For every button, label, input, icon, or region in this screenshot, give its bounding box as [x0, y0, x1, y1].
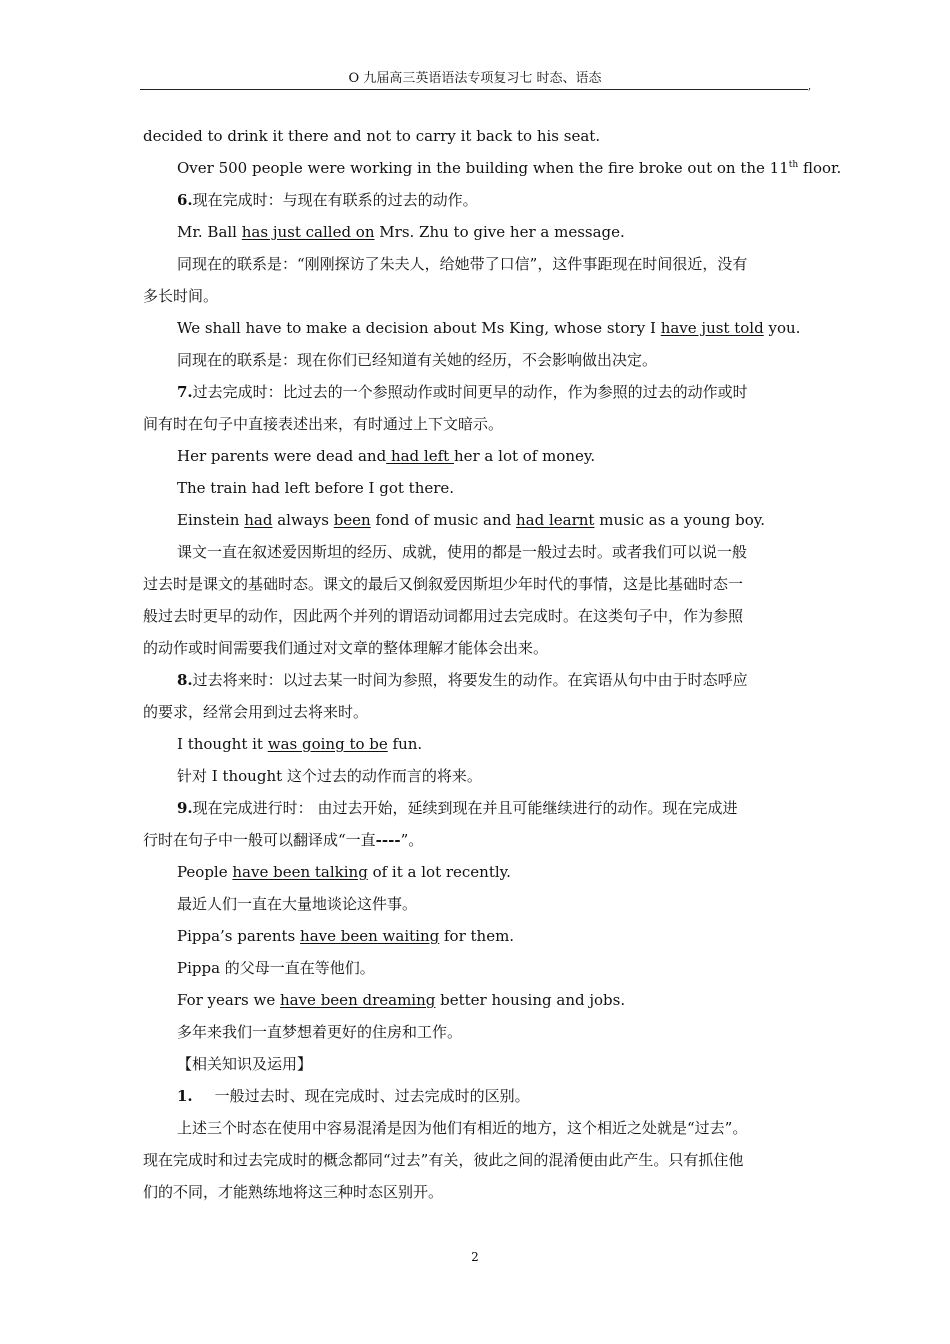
translation-line: Pippa 的父母一直在等他们。	[177, 959, 375, 977]
document-body	[143, 124, 842, 1212]
header-rule	[140, 89, 808, 90]
explanation-line: 的要求，经常会用到过去将来时。	[143, 703, 369, 721]
page-number: 2	[471, 1250, 479, 1264]
example-sentence: People have been talking of it a lot recently.	[177, 863, 511, 881]
section-heading-8: 8.过去将来时：以过去某一时间为参照，将要发生的动作。在宾语从句中由于时态呼应	[177, 671, 748, 689]
translation-line: 最近人们一直在大量地谈论这件事。	[177, 895, 418, 913]
example-sentence: Over 500 people were working in the building when the fire broke out on the 11th floor.	[177, 159, 842, 177]
example-sentence: Her parents were dead and had left her a lot of money.	[177, 447, 596, 465]
example-sentence: Einstein had always been fond of music and had learnt music as a young boy.	[177, 511, 765, 529]
example-sentence: Pippa’s parents have been waiting for them.	[177, 927, 515, 945]
explanation-line: 现在完成时和过去完成时的概念都同“过去”有关，彼此之间的混淆便由此产生。只有抓住他	[143, 1151, 744, 1169]
example-sentence: Mr. Ball has just called on Mrs. Zhu to give her a message.	[177, 223, 625, 241]
explanation-line: 多长时间。	[143, 287, 219, 305]
explanation-line: 课文一直在叙述爱因斯坦的经历、成就，使用的都是一般过去时。或者我们可以说一般	[177, 543, 748, 561]
explanation-line: 过去时是课文的基础时态。课文的最后又倒叙爱因斯坦少年时代的事情，这是比基础时态一	[143, 575, 744, 593]
text-line: decided to drink it there and not to carry it back to his seat.	[143, 127, 601, 145]
explanation-line: 般过去时更早的动作，因此两个并列的谓语动词都用过去完成时。在这类句子中，作为参照	[143, 607, 744, 625]
explanation-line: 间有时在句子中直接表述出来，有时通过上下文暗示。	[143, 415, 504, 433]
translation-line: 多年来我们一直梦想着更好的住房和工作。	[177, 1023, 463, 1041]
example-sentence: The train had left before I got there.	[177, 479, 455, 497]
explanation-line: 们的不同，才能熟练地将这三种时态区别开。	[143, 1183, 444, 1201]
explanation-line: 同现在的联系是：现在你们已经知道有关她的经历，不会影响做出决定。	[177, 351, 658, 369]
explanation-line: 同现在的联系是：“刚刚探访了朱夫人，给她带了口信”，这件事距现在时间很近，没有	[177, 255, 748, 273]
numbered-item-1: 1. 一般过去时、现在完成时、过去完成时的区别。	[177, 1087, 530, 1105]
section-heading-6: 6.现在完成时：与现在有联系的过去的动作。	[177, 191, 478, 209]
section-heading-9: 9.现在完成进行时： 由过去开始，延续到现在并且可能继续进行的动作。现在完成进	[177, 799, 738, 817]
example-sentence: We shall have to make a decision about Ms King, whose story I have just told you.	[177, 319, 801, 337]
explanation-line: 针对 I thought 这个过去的动作而言的将来。	[177, 767, 482, 785]
explanation-line: 上述三个时态在使用中容易混淆是因为他们有相近的地方，这个相近之处就是“过去”。	[177, 1119, 748, 1137]
section-heading-related: 【相关知识及运用】	[177, 1055, 313, 1073]
explanation-line: 行时在句子中一般可以翻译成“一直----”。	[143, 831, 424, 849]
header-mark: ,	[808, 81, 812, 92]
explanation-line: 的动作或时间需要我们通过对文章的整体理解才能体会出来。	[143, 639, 549, 657]
example-sentence: For years we have been dreaming better housing and jobs.	[177, 991, 626, 1009]
page-header: O 九届高三英语语法专项复习七 时态、语态	[348, 71, 602, 86]
section-heading-7: 7.过去完成时：比过去的一个参照动作或时间更早的动作，作为参照的过去的动作或时	[177, 383, 748, 401]
example-sentence: I thought it was going to be fun.	[177, 735, 423, 753]
